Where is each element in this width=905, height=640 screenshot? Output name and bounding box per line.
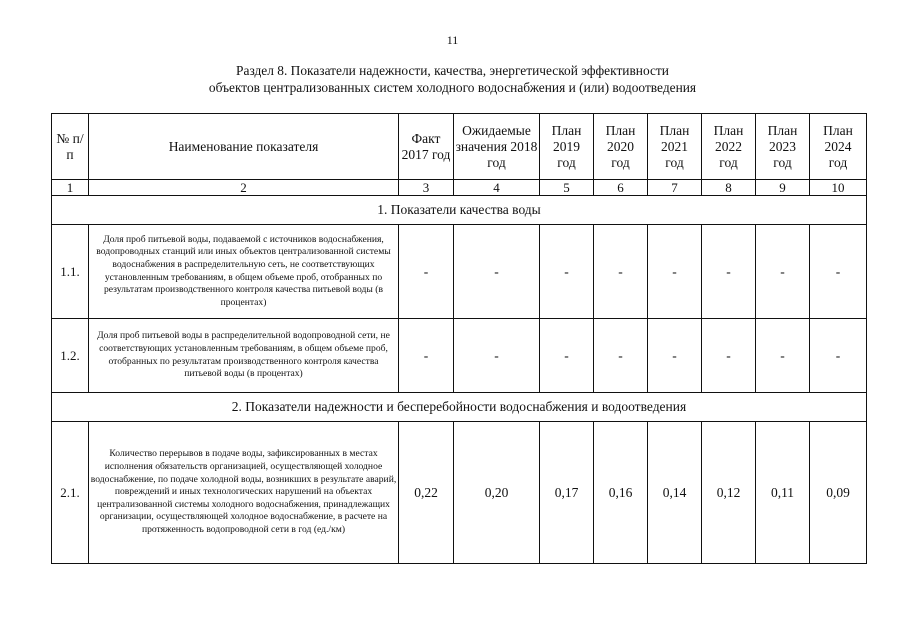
indicator-name: Доля проб питьевой воды, подаваемой с источников водоснабжения, водопроводных станций или иных объектов централизованной системы водоснабжения в распределительную сеть, не соответствующих установленным требованиям, в общем объеме проб, отобранных по результатам производственного контроля качества питьевой воды (в процентах) bbox=[89, 225, 399, 319]
value-cell: - bbox=[540, 319, 594, 393]
indicators-table bbox=[51, 113, 867, 564]
value-cell: - bbox=[756, 319, 810, 393]
value-cell: - bbox=[756, 225, 810, 319]
row-index: 2.1. bbox=[52, 422, 89, 564]
header-name: Наименование показателя bbox=[89, 114, 399, 180]
section-2-row bbox=[52, 393, 867, 422]
value-cell: 0,14 bbox=[648, 422, 702, 564]
header-row bbox=[52, 114, 867, 180]
row-index: 1.2. bbox=[52, 319, 89, 393]
header-fact-2017: Факт 2017 год bbox=[399, 114, 454, 180]
column-number: 5 bbox=[540, 180, 594, 196]
value-cell: 0,20 bbox=[454, 422, 540, 564]
column-number: 8 bbox=[702, 180, 756, 196]
value-cell: - bbox=[399, 319, 454, 393]
value-cell: 0,12 bbox=[702, 422, 756, 564]
value-cell: - bbox=[810, 319, 867, 393]
value-cell: - bbox=[454, 225, 540, 319]
section-1-row bbox=[52, 196, 867, 225]
column-number: 1 bbox=[52, 180, 89, 196]
row-index: 1.1. bbox=[52, 225, 89, 319]
value-cell: - bbox=[594, 225, 648, 319]
header-plan-2021: План 2021 год bbox=[648, 114, 702, 180]
header-plan-2024: План 2024 год bbox=[810, 114, 867, 180]
header-expected-2018: Ожидаемые значения 2018 год bbox=[454, 114, 540, 180]
header-plan-2019: План 2019 год bbox=[540, 114, 594, 180]
section-title bbox=[0, 62, 905, 96]
column-number-row bbox=[52, 180, 867, 196]
table-row bbox=[52, 225, 867, 319]
section-title-line-1: Раздел 8. Показатели надежности, качества, энергетической эффективности bbox=[236, 63, 669, 78]
column-number: 10 bbox=[810, 180, 867, 196]
value-cell: - bbox=[540, 225, 594, 319]
header-plan-2023: План 2023 год bbox=[756, 114, 810, 180]
value-cell: - bbox=[810, 225, 867, 319]
section-1-heading: 1. Показатели качества воды bbox=[52, 196, 867, 225]
value-cell: - bbox=[702, 225, 756, 319]
section-title-line-2: объектов централизованных систем холодного водоснабжения и (или) водоотведения bbox=[208, 80, 697, 95]
value-cell: - bbox=[594, 319, 648, 393]
value-cell: 0,09 bbox=[810, 422, 867, 564]
page-number: 11 bbox=[446, 33, 459, 47]
value-cell: - bbox=[702, 319, 756, 393]
column-number: 2 bbox=[89, 180, 399, 196]
value-cell: - bbox=[648, 225, 702, 319]
table-row bbox=[52, 319, 867, 393]
indicator-name: Количество перерывов в подаче воды, зафиксированных в местах исполнения обязательств организацией, осуществляющей холодное водоснабжение, по подаче холодной воды, возникших в результате аварий, повреждений и иных технологических нарушений на объектах централизованной системы холодного водоснабжения, принадлежащих организации, осуществляющей холодное водоснабжение, в расчете на протяженность водопроводной сети в год (ед./км) bbox=[89, 422, 399, 564]
value-cell: - bbox=[648, 319, 702, 393]
column-number: 7 bbox=[648, 180, 702, 196]
header-plan-2022: План 2022 год bbox=[702, 114, 756, 180]
header-plan-2020: План 2020 год bbox=[594, 114, 648, 180]
value-cell: 0,16 bbox=[594, 422, 648, 564]
indicator-name: Доля проб питьевой воды в распределительной водопроводной сети, не соответствующих установленным требованиям, в общем объеме проб, отобранных по результатам производственного контроля качества питьевой воды (в процентах) bbox=[89, 319, 399, 393]
column-number: 4 bbox=[454, 180, 540, 196]
table-row bbox=[52, 422, 867, 564]
value-cell: 0,17 bbox=[540, 422, 594, 564]
header-no: № п/п bbox=[52, 114, 89, 180]
value-cell: - bbox=[454, 319, 540, 393]
column-number: 3 bbox=[399, 180, 454, 196]
column-number: 9 bbox=[756, 180, 810, 196]
value-cell: 0,11 bbox=[756, 422, 810, 564]
value-cell: 0,22 bbox=[399, 422, 454, 564]
column-number: 6 bbox=[594, 180, 648, 196]
value-cell: - bbox=[399, 225, 454, 319]
section-2-heading: 2. Показатели надежности и бесперебойности водоснабжения и водоотведения bbox=[52, 393, 867, 422]
